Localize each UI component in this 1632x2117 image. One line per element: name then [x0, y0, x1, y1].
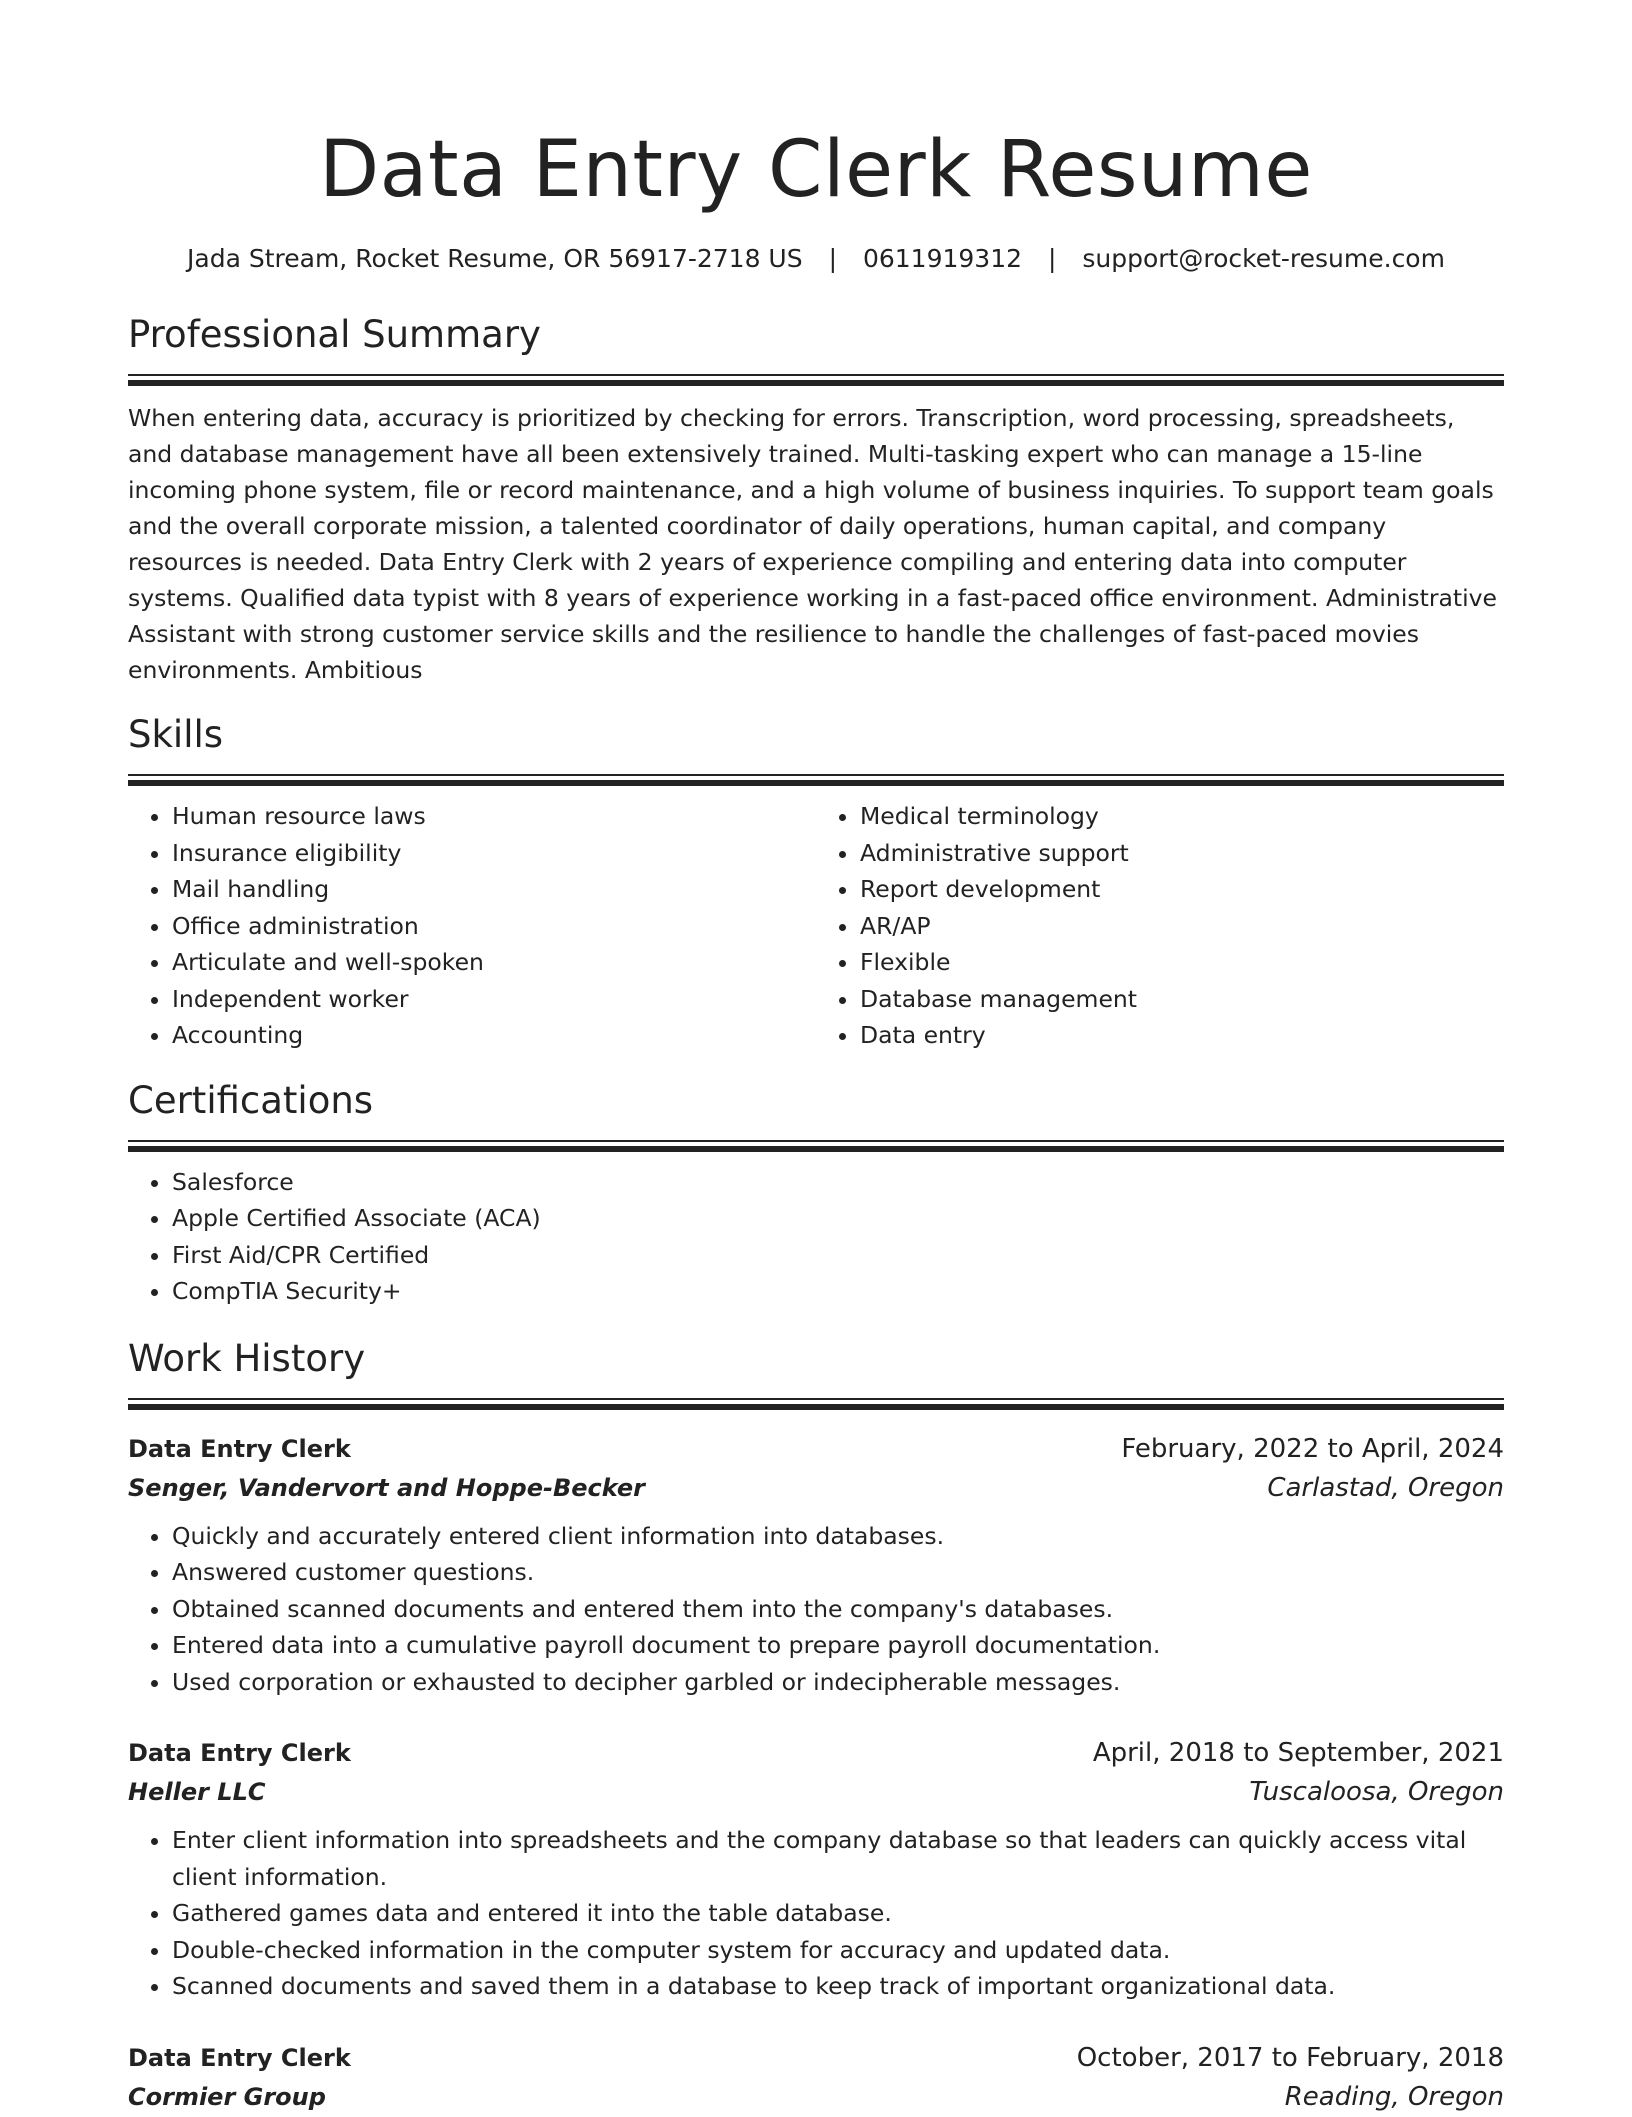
- job-title: Data Entry Clerk: [128, 1434, 351, 1463]
- certifications-list: [128, 1164, 1504, 1310]
- certification-item: • Apple Certified Associate (ACA): [172, 1200, 1504, 1237]
- certification-item: • First Aid/CPR Certified: [172, 1237, 1504, 1274]
- section-divider: [128, 374, 1504, 386]
- job-title: Data Entry Clerk: [128, 2043, 351, 2072]
- section-divider: [128, 1140, 1504, 1152]
- job-duty: • Double-checked information in the computer system for accuracy and updated data.: [172, 1932, 1504, 1969]
- job-entry: [128, 1734, 1504, 2005]
- job-duty: • Enter client information into spreadsheets and the company database so that leaders can quickly access vital client information.: [172, 1822, 1504, 1895]
- job-header-row: [128, 1430, 1504, 1468]
- job-location: Reading, Oregon: [1284, 2081, 1504, 2112]
- skill-item: • Office administration: [172, 908, 816, 945]
- job-header-row: [128, 1734, 1504, 1772]
- job-subheader-row: [128, 1772, 1504, 1812]
- job-duty: • Used corporation or exhausted to decipher garbled or indecipherable messages.: [172, 1664, 1504, 1701]
- skill-item: • Flexible: [860, 944, 1504, 981]
- certifications-heading: Certifications: [128, 1078, 374, 1122]
- skills-section: [128, 712, 1504, 1054]
- job-duty: • Quickly and accurately entered client information into databases.: [172, 1518, 1504, 1555]
- contact-separator: |: [828, 244, 837, 273]
- job-title: Data Entry Clerk: [128, 1739, 351, 1767]
- section-divider: [128, 1398, 1504, 1410]
- skill-item: • Independent worker: [172, 981, 816, 1018]
- job-company: Cormier Group: [128, 2082, 326, 2111]
- skill-item: • Database management: [860, 981, 1504, 1018]
- skills-list-right: [816, 798, 1504, 1054]
- job-dates: April, 2018 to September, 2021: [1092, 1738, 1504, 1768]
- job-duties-list: [128, 1822, 1504, 2005]
- certification-item: • Salesforce: [172, 1164, 1504, 1201]
- job-entry: [128, 1430, 1504, 1701]
- skill-item: • Insurance eligibility: [172, 835, 816, 872]
- skill-item: • Medical terminology: [860, 798, 1504, 835]
- work-history-section: [128, 1336, 1504, 2117]
- skill-item: • Mail handling: [172, 871, 816, 908]
- job-duty: • Answered customer questions.: [172, 1554, 1504, 1591]
- contact-email: support@rocket-resume.com: [1082, 244, 1445, 273]
- job-duties-list: [128, 1518, 1504, 1701]
- job-entry: [128, 2039, 1504, 2117]
- job-location: Tuscaloosa, Oregon: [1249, 1777, 1504, 1807]
- work-history-heading: Work History: [128, 1336, 366, 1380]
- job-duty: • Scanned documents and saved them in a database to keep track of important organizational data.: [172, 1968, 1504, 2005]
- job-company: Heller LLC: [128, 1778, 266, 1806]
- job-duty: • Gathered games data and entered it into the table database.: [172, 1895, 1504, 1932]
- contact-separator: |: [1047, 244, 1057, 273]
- job-subheader-row: [128, 1468, 1504, 1508]
- contact-phone: 0611919312: [862, 244, 1023, 273]
- summary-heading: Professional Summary: [128, 313, 541, 356]
- skill-item: • AR/AP: [860, 908, 1504, 945]
- page-title: Data Entry Clerk Resume: [319, 125, 1313, 215]
- summary-section: [128, 312, 1504, 688]
- contact-line: [128, 242, 1504, 276]
- job-dates: October, 2017 to February, 2018: [1076, 2042, 1504, 2073]
- job-header-row: [128, 2039, 1504, 2077]
- section-divider: [128, 774, 1504, 786]
- summary-text: When entering data, accuracy is prioritized by checking for errors. Transcription, word processing, spreadsheets, and database management have all been extensively trained. Multi-tasking expert who can manage a 15-line incoming phone system, file or record maintenance, and a high volume of business inquiries. To support team goals and the overall corporate mission, a talented coordinator of daily operations, human capital, and company resources is needed. Data Entry Clerk with 2 years of experience compiling and entering data into computer systems. Qualified data typist with 8 years of experience working in a fast-paced office environment. Administrative Assistant with strong customer service skills and the resilience to handle the challenges of fast-paced movies environments. Ambitious: [128, 404, 1498, 684]
- skill-item: • Data entry: [860, 1017, 1504, 1054]
- contact-address: Jada Stream, Rocket Resume, OR 56917-2718 US: [187, 244, 803, 273]
- skills-list-left: [128, 798, 816, 1054]
- skill-item: • Accounting: [172, 1017, 816, 1054]
- job-duty: • Obtained scanned documents and entered them into the company's databases.: [172, 1591, 1504, 1628]
- skills-heading: Skills: [128, 713, 224, 756]
- skills-grid: [128, 798, 1504, 1054]
- skill-item: • Articulate and well-spoken: [172, 944, 816, 981]
- job-location: Carlastad, Oregon: [1267, 1472, 1504, 1503]
- job-duty: • Entered data into a cumulative payroll document to prepare payroll documentation.: [172, 1627, 1504, 1664]
- job-dates: February, 2022 to April, 2024: [1121, 1433, 1504, 1464]
- job-subheader-row: [128, 2077, 1504, 2117]
- job-company: Senger, Vandervort and Hoppe-Becker: [128, 1473, 645, 1502]
- certification-item: • CompTIA Security+: [172, 1273, 1504, 1310]
- skill-item: • Administrative support: [860, 835, 1504, 872]
- certifications-section: [128, 1078, 1504, 1310]
- skill-item: • Report development: [860, 871, 1504, 908]
- skill-item: • Human resource laws: [172, 798, 816, 835]
